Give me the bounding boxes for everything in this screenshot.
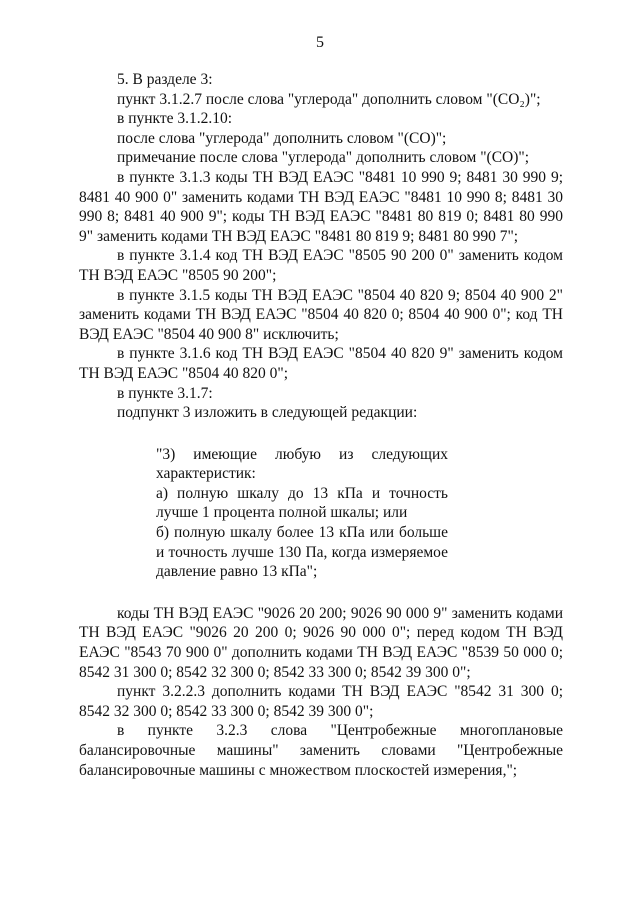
paragraph: коды ТН ВЭД ЕАЭС "9026 20 200; 9026 90 000 9" заменить кодами ТН ВЭД ЕАЭС "9026 20 200 0; 9026 90 000 0"; перед кодом ТН ВЭД ЕАЭС "8543 70 900 0" дополнить кодами ТН ВЭД ЕАЭС "8539 50 000 0; 8542 31 300 0; 8542 32 300 0; 8542 33 300 0; 8542 39 300 0"; <box>79 604 563 681</box>
paragraph: в пункте 3.1.6 код ТН ВЭД ЕАЭС "8504 40 820 9" заменить кодом ТН ВЭД ЕАЭС "8504 40 820 0"; <box>79 345 563 382</box>
paragraph: в пункте 3.1.4 код ТН ВЭД ЕАЭС "8505 90 200 0" заменить кодом ТН ВЭД ЕАЭС "8505 90 200"; <box>79 247 563 284</box>
paragraph: в пункте 3.2.3 слова "Центробежные многоплановые балансировочные машины" заменить словами "Центробежные балансировочные машины с множеством плоскостей измерения,"; <box>79 722 563 779</box>
quote-line: б) полную шкалу более 13 кПа или больше и точность лучше 130 Па, когда измеряемое давление равно 13 кПа"; <box>156 524 448 581</box>
paragraph: в пункте 3.1.2.10: <box>117 110 233 128</box>
paragraph: в пункте 3.1.7: <box>117 384 213 402</box>
paragraph: после слова "углерода" дополнить словом "(CO)"; <box>117 129 447 147</box>
paragraph: подпункт 3 изложить в следующей редакции: <box>117 404 418 422</box>
paragraph: 5. В разделе 3: <box>117 71 213 88</box>
paragraph: пункт 3.2.2.3 дополнить кодами ТН ВЭД ЕАЭС "8542 31 300 0; 8542 32 300 0; 8542 33 300 0; 8542 39 300 0"; <box>79 683 563 720</box>
paragraph: примечание после слова "углерода" дополнить словом "(CO)"; <box>117 149 530 167</box>
page-number: 5 <box>316 34 324 51</box>
paragraph: пункт 3.1.2.7 после слова "углерода" дополнить словом "(CO₂)"; <box>117 90 541 108</box>
quote-line: "3) имеющие любую из следующих характеристик: <box>156 445 448 483</box>
quote-line: а) полную шкалу до 13 кПа и точность лучше 1 процента полной шкалы; или <box>156 484 448 522</box>
quoted-subitem-block <box>156 445 448 582</box>
document-body <box>79 70 563 780</box>
paragraph: в пункте 3.1.5 коды ТН ВЭД ЕАЭС "8504 40 820 9; 8504 40 900 2" заменить кодами ТН ВЭД ЕАЭС "8504 40 820 0; 8504 40 900 0"; код ТН ВЭД ЕАЭС "8504 40 900 8" исключить; <box>79 286 563 343</box>
paragraph: в пункте 3.1.3 коды ТН ВЭД ЕАЭС "8481 10 990 9; 8481 30 990 9; 8481 40 900 0" заменить кодами ТН ВЭД ЕАЭС "8481 10 990 8; 8481 30 990 8; 8481 40 900 9"; коды ТН ВЭД ЕАЭС "8481 80 819 0; 8481 80 990 9" заменить кодами ТН ВЭД ЕАЭС "8481 80 819 9; 8481 80 990 7"; <box>79 168 563 245</box>
